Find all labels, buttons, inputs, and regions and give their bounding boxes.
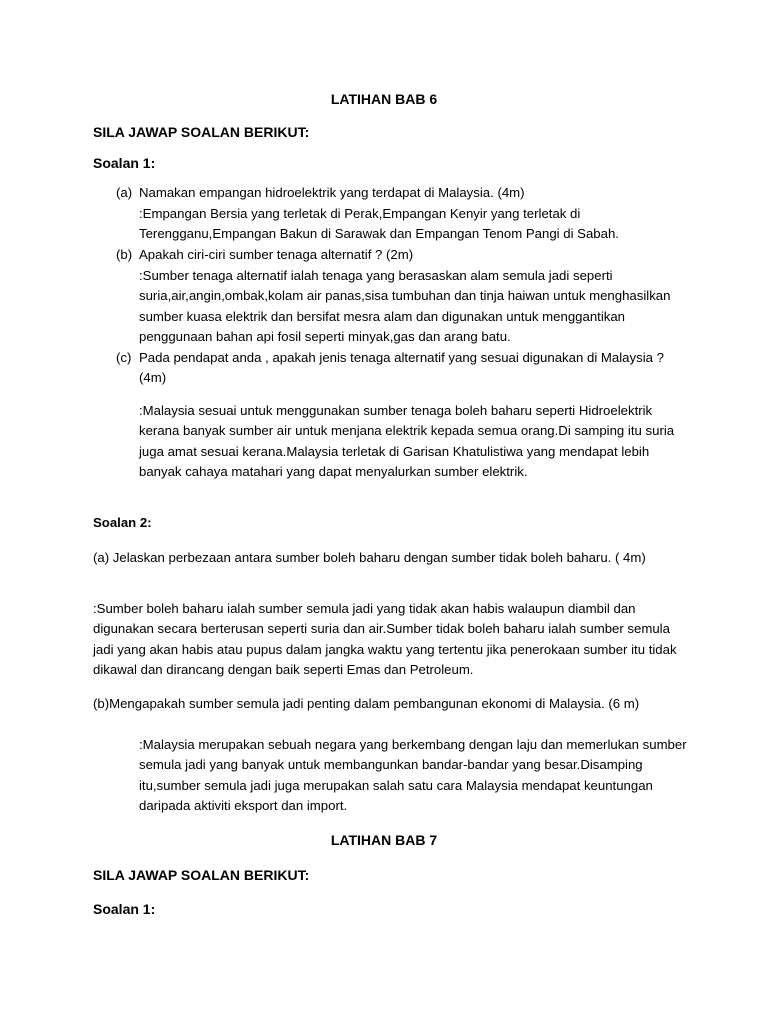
answer-1a: :Empangan Bersia yang terletak di Perak,Empangan Kenyir yang terletak di Terengganu,Empangan Bakun di Sarawak dan Empangan Tenom Pangi di Sabah. <box>139 206 619 242</box>
chapter-6-question-1-heading: Soalan 1: <box>93 155 156 171</box>
question-2a: (a) Jelaskan perbezaan antara sumber boleh baharu dengan sumber tidak boleh baharu. ( 4m) <box>93 550 646 565</box>
question-1a-marker: (a) <box>116 185 133 200</box>
answer-2b: :Malaysia merupakan sebuah negara yang berkembang dengan laju dan memerlukan sumber semula jadi yang banyak untuk membangunkan bandar-bandar yang besar.Disamping itu,sumber semula jadi juga merupakan salah satu cara Malaysia mendapat keuntungan daripada aktiviti eksport dan import. <box>139 737 687 813</box>
chapter-7-question-1-heading: Soalan 1: <box>93 901 156 917</box>
chapter-7-instruction: SILA JAWAP SOALAN BERIKUT: <box>93 867 310 883</box>
answer-1c: :Malaysia sesuai untuk menggunakan sumber tenaga boleh baharu seperti Hidroelektrik kerana banyak sumber air untuk menjana elektrik kepada semua orang.Di samping itu suria juga amat sesuai kerana.Malaysia terletak di Garisan Khatulistiwa yang mendapat lebih banyak cahaya matahari yang dapat menyalurkan sumber elektrik. <box>139 403 675 479</box>
chapter-6-question-2-heading: Soalan 2: <box>93 515 152 530</box>
answer-2a: :Sumber boleh baharu ialah sumber semula jadi yang tidak akan habis walaupun diambil dan digunakan secara berterusan seperti suria dan air.Sumber tidak boleh baharu ialah sumber semula jadi yang akan habis atau pupus dalam jangka waktu yang tertentu jika penerokaan sumber itu tidak dikawal dan dirancang dengan baik seperti Emas dan Petroleum. <box>93 601 677 677</box>
question-1c-text: Pada pendapat anda , apakah jenis tenaga alternatif yang sesuai digunakan di Malaysia ? (4m) <box>139 350 664 386</box>
question-1c-marker: (c) <box>116 350 132 365</box>
answer-1b: :Sumber tenaga alternatif ialah tenaga yang berasaskan alam semula jadi seperti suria,air,angin,ombak,kolam air panas,sisa tumbuhan dan tinja haiwan untuk menghasilkan sumber kuasa elektrik dan bersifat mesra alam dan digunakan untuk menggantikan penggunaan bahan api fosil seperti minyak,gas dan arang batu. <box>139 268 671 344</box>
question-1b-marker: (b) <box>116 247 133 262</box>
chapter-7-title: LATIHAN BAB 7 <box>330 832 438 848</box>
chapter-6-title: LATIHAN BAB 6 <box>330 91 438 107</box>
question-2b: (b)Mengapakah sumber semula jadi penting dalam pembangunan ekonomi di Malaysia. (6 m) <box>93 696 640 711</box>
question-1b-text: Apakah ciri-ciri sumber tenaga alternatif ? (2m) <box>139 247 414 262</box>
chapter-6-instruction: SILA JAWAP SOALAN BERIKUT: <box>93 124 310 140</box>
question-1a-text: Namakan empangan hidroelektrik yang terdapat di Malaysia. (4m) <box>139 185 525 200</box>
